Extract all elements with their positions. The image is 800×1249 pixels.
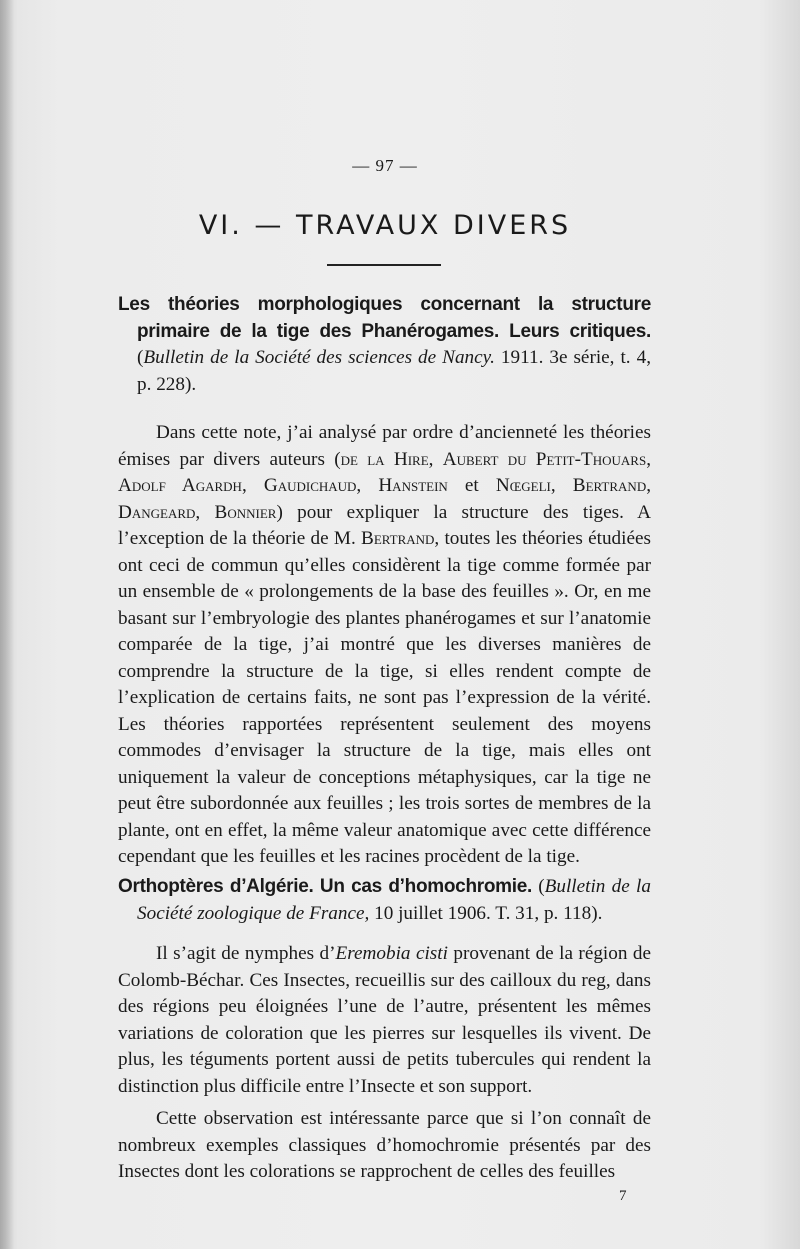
author-name: Adolf Agardh	[118, 475, 242, 496]
text-run: et	[447, 475, 496, 496]
article-title: Orthoptères d’Algérie. Un cas d’homochromie.	[118, 876, 532, 897]
text-run: ,	[195, 501, 215, 523]
author-name: Hanstein	[378, 475, 448, 496]
title-rule	[327, 264, 441, 266]
article-paragraph	[118, 941, 651, 1100]
signature-mark: 7	[619, 1188, 627, 1204]
author-name: Dangeard	[118, 501, 196, 523]
text-run: ,	[356, 475, 379, 496]
article-heading	[118, 292, 651, 398]
article-paragraph	[118, 420, 651, 871]
text-run: ,	[646, 475, 651, 496]
reference-journal: Bulletin de la Société zoologique de France,	[137, 876, 651, 924]
author-name: Bonnier	[214, 501, 277, 523]
reference-details: 10 juillet 1906. T. 31, p. 118).	[369, 902, 603, 924]
text-run: ) pour expliquer la structure des tiges. A l’exception de la théorie de M.	[118, 501, 652, 549]
text-run: Il s’agit de nymphes d’	[156, 943, 336, 964]
text-run: , toutes les théories étudiées ont ceci de commun qu’elles considèrent la tige comme formée par un ensemble de « prolongements de la base des feuilles ». Or, en me basant sur l’embryologie des plantes phanérogames et sur l’anatomie comparée de la tige, j’ai montré que les diverses manières de comprendre la structure de la tige, si elles rendent compte de l’explication de certains faits, ne sont pas l’expression de la vérité. Les théories rapportées représentent seulement des moyens commodes d’envisager la structure de la tige, mais elles ont uniquement la valeur de conceptions métaphysiques, car la tige ne peut être subordonnée aux feuilles ; les trois sortes de membres de la plante, ont en effet, la même valeur anatomique avec cette différence cependant que les feuilles et les racines procèdent de la tige.	[118, 528, 651, 867]
author-name: Bertrand	[572, 475, 647, 496]
text-run: ,	[550, 475, 573, 496]
article-heading	[118, 874, 651, 927]
author-name: Bertrand	[361, 528, 435, 549]
author-name: de la Hire	[340, 448, 429, 470]
article-title: Les théories morphologiques concernant la structure primaire de la tige des Phanérogames. Leurs critiques.	[118, 294, 651, 342]
binding-shadow	[0, 0, 14, 1249]
article-theories-morphologiques	[118, 292, 651, 871]
author-name: Gaudichaud	[263, 475, 357, 496]
text-run: Dans cette note, j’ai analysé par ordre d’ancienneté les théories émises par divers auteurs (	[118, 422, 651, 470]
author-name: Aubert du Petit-Thouars	[442, 448, 647, 470]
reference-details: 1911. 3e série, t. 4, p. 228).	[137, 347, 651, 395]
text-run: ,	[646, 448, 651, 470]
article-paragraph: Cette observation est intéressante parce que si l’on connaît de nombreux exemples classiques d’homochromie présentés par des Insectes dont les colorations se rapprochent de celles des feuilles	[118, 1108, 651, 1182]
reference-open: (	[531, 876, 545, 897]
reference-open: (	[137, 347, 144, 368]
reference-journal: Bulletin de la Société des sciences de Nancy.	[143, 347, 495, 368]
page-number: — 97 —	[352, 156, 418, 175]
text-run: ,	[428, 448, 443, 470]
text-run: provenant de la région de Colomb-Béchar. Ces Insectes, recueillis sur des cailloux du reg, dans des régions peu éloignées l’une de l’autre, présentent les mêmes variations de coloration que les pierres sur lesquelles ils vivent. De plus, les téguments portent aussi de petits tubercules qui rendent la distinction plus difficile entre l’Insecte et son support.	[118, 943, 652, 1097]
article-orthopteres-algerie	[118, 874, 651, 1186]
species-name: Eremobia cisti	[335, 943, 448, 964]
author-name: Nœgeli	[495, 475, 551, 496]
text-run: ,	[241, 475, 264, 496]
section-title: VI. — TRAVAUX DIVERS	[198, 210, 572, 241]
